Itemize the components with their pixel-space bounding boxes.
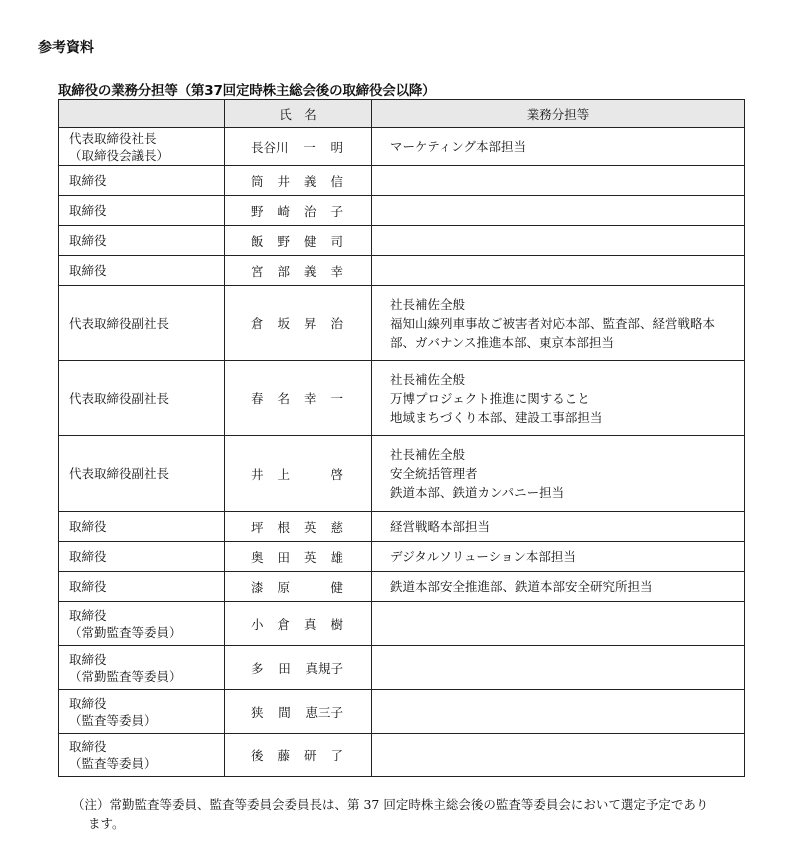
table-row [59, 128, 745, 166]
name-part: 間 [278, 704, 291, 720]
duty-line: マーケティング本部担当 [390, 139, 527, 154]
position-cell [59, 690, 225, 734]
position-title: 取締役 [69, 233, 107, 248]
name-part: 昇 [303, 316, 317, 331]
position-cell [59, 166, 225, 196]
position-cell [59, 128, 225, 166]
name-part: 幸 [303, 391, 317, 406]
name-part: 英 [303, 519, 317, 535]
director-name [251, 314, 343, 332]
position-cell [59, 602, 225, 646]
name-part: 真 [303, 616, 317, 632]
name-part: 一 [303, 139, 316, 155]
name-part: 真規子 [305, 660, 343, 676]
director-name [251, 202, 343, 220]
name-cell [225, 286, 372, 361]
position-cell [59, 226, 225, 256]
director-name [251, 518, 343, 536]
duties-cell [372, 226, 745, 256]
duty-line: 鉄道本部安全推進部、鉄道本部安全研究所担当 [390, 579, 653, 594]
name-part: 倉 [251, 316, 264, 331]
duties-cell [372, 512, 745, 542]
duty-line: デジタルソリューション本部担当 [390, 549, 576, 564]
position-cell [59, 542, 225, 572]
name-part: 恵三子 [305, 704, 343, 720]
header-position [59, 100, 225, 128]
name-part: 啓 [330, 466, 343, 482]
name-part: 雄 [330, 549, 343, 565]
name-part: 春 [251, 391, 264, 406]
duties-cell [372, 361, 745, 436]
name-cell [225, 572, 372, 602]
table-row [59, 166, 745, 196]
name-part: 井 [277, 173, 290, 189]
name-part: 坂 [277, 316, 290, 331]
table-row [59, 196, 745, 226]
duty-line: 安全統括管理者 [390, 466, 478, 481]
position-cell [59, 646, 225, 690]
name-part: 田 [278, 660, 291, 676]
name-cell [225, 734, 372, 777]
position-cell [59, 256, 225, 286]
table-row [59, 572, 745, 602]
position-subtitle: （監査等委員） [69, 756, 157, 771]
position-title: 取締役 [69, 203, 107, 218]
name-part: 後 [251, 748, 264, 763]
name-cell [225, 512, 372, 542]
name-part [304, 578, 317, 596]
duties-cell [372, 572, 745, 602]
position-title: 取締役 [69, 579, 107, 594]
name-part: 名 [277, 391, 290, 406]
name-part: 多 [251, 660, 264, 676]
table-row [59, 436, 745, 512]
name-part: 樹 [330, 616, 343, 632]
position-title: 取締役 [69, 739, 107, 754]
duty-line: 地域まちづくり本部、建設工事部担当 [390, 409, 603, 425]
name-part: 田 [277, 549, 290, 565]
name-cell [225, 542, 372, 572]
position-title: 取締役 [69, 651, 107, 667]
position-subtitle: （監査等委員） [69, 712, 157, 728]
name-part: 信 [330, 173, 343, 189]
director-name [251, 262, 343, 280]
position-cell [59, 734, 225, 777]
director-name [251, 578, 343, 596]
duty-line: 鉄道本部、鉄道カンパニー担当 [390, 485, 565, 500]
name-part: 坪 [251, 519, 264, 535]
position-title: 取締役 [69, 695, 107, 711]
duties-cell [372, 436, 745, 512]
name-cell [225, 128, 372, 166]
name-part: 明 [330, 139, 343, 155]
table-row [59, 734, 745, 777]
duty-line: 社長補佐全般 [390, 296, 466, 312]
footnote-line-1: （注）常勤監査等委員、監査等委員会委員長は、第 37 回定時株主総会後の監査等委員会において選定予定であり [72, 797, 709, 812]
name-part: 漆 [251, 579, 264, 595]
position-title: 取締役 [69, 607, 107, 623]
name-part: 野 [277, 233, 290, 249]
duty-line: 社長補佐全般 [390, 371, 466, 387]
director-duties-table [58, 99, 745, 777]
name-part: 飯 [251, 233, 264, 249]
director-name [251, 232, 343, 250]
name-part: 治 [303, 203, 317, 219]
name-part: 英 [303, 549, 317, 565]
duties-cell [372, 734, 745, 777]
director-name [251, 703, 343, 721]
director-name [251, 389, 343, 407]
table-row [59, 542, 745, 572]
duties-cell [372, 602, 745, 646]
name-part: 狭 [251, 704, 264, 720]
duty-line: 社長補佐全般 [390, 447, 466, 462]
duty-line: 万博プロジェクト推進に関すること [390, 390, 590, 406]
name-part: 崎 [277, 203, 290, 219]
director-name [251, 172, 343, 190]
director-name [251, 138, 343, 156]
position-title: 取締役 [69, 173, 107, 188]
name-part: 義 [303, 263, 317, 279]
header-duties: 業務分担等 [372, 100, 745, 128]
table-row [59, 361, 745, 436]
name-cell [225, 166, 372, 196]
director-name [251, 659, 343, 677]
position-title: 取締役 [69, 263, 107, 278]
position-subtitle: （常勤監査等委員） [69, 624, 182, 640]
name-part: 治 [330, 316, 343, 331]
name-part: 子 [330, 203, 343, 219]
name-part: 筒 [251, 173, 264, 189]
table-row [59, 226, 745, 256]
name-cell [225, 361, 372, 436]
duties-cell [372, 196, 745, 226]
position-cell [59, 361, 225, 436]
name-part: 慈 [330, 519, 343, 535]
duty-line: 福知山線列車事故ご被害者対応本部、監査部、経営戦略本 [390, 315, 716, 331]
name-part: 宮 [251, 263, 264, 279]
position-title: 取締役 [69, 519, 107, 534]
name-part: 部 [277, 263, 290, 279]
name-cell [225, 196, 372, 226]
duties-cell [372, 256, 745, 286]
name-part: 根 [277, 519, 290, 535]
name-part: 奥 [251, 549, 264, 565]
name-cell [225, 256, 372, 286]
name-part: 藤 [277, 748, 290, 763]
footnote [74, 795, 750, 833]
duty-line: 部、ガバナンス推進本部、東京本部担当 [390, 334, 615, 350]
name-cell [225, 690, 372, 734]
name-cell [225, 646, 372, 690]
name-cell [225, 436, 372, 512]
name-part: 義 [303, 173, 317, 189]
position-title: 代表取締役副社長 [69, 466, 170, 481]
name-part: 了 [330, 748, 343, 763]
director-name [251, 548, 343, 566]
name-part: 一 [330, 391, 343, 406]
name-part: 野 [251, 203, 264, 219]
duties-cell [372, 128, 745, 166]
name-part [304, 465, 317, 483]
position-cell [59, 512, 225, 542]
name-cell [225, 602, 372, 646]
header-name: 氏 名 [225, 100, 372, 128]
name-part: 幸 [330, 263, 343, 279]
name-cell [225, 226, 372, 256]
name-part: 倉 [277, 616, 290, 632]
name-part: 長谷川 [251, 139, 289, 155]
table-row [59, 286, 745, 361]
position-title: 代表取締役社長 [69, 130, 157, 146]
table-header-row [59, 100, 745, 128]
position-cell [59, 436, 225, 512]
position-cell [59, 572, 225, 602]
name-part: 原 [277, 579, 291, 595]
duties-cell [372, 286, 745, 361]
name-part: 司 [330, 233, 343, 249]
footnote-line-2: ます。 [88, 816, 125, 831]
position-title: 取締役 [69, 549, 107, 564]
name-part: 健 [330, 579, 343, 595]
duties-cell [372, 166, 745, 196]
name-part: 研 [303, 748, 317, 763]
position-title: 代表取締役副社長 [69, 390, 170, 406]
table-row [59, 602, 745, 646]
position-subtitle: （取締役会議長） [69, 147, 170, 163]
director-name [251, 746, 343, 764]
name-part: 上 [277, 466, 291, 482]
position-title: 代表取締役副社長 [69, 315, 170, 331]
table-row [59, 690, 745, 734]
duties-cell [372, 690, 745, 734]
document-label: 参考資料 [38, 40, 94, 56]
name-part: 健 [303, 233, 317, 249]
director-name [251, 465, 343, 483]
director-name [251, 615, 343, 633]
name-part: 小 [251, 616, 264, 632]
duty-line: 経営戦略本部担当 [390, 519, 491, 534]
table-row [59, 512, 745, 542]
table-row [59, 646, 745, 690]
table-title: 取締役の業務分担等（第37回定時株主総会後の取締役会以降） [58, 83, 436, 99]
table-row [59, 256, 745, 286]
position-cell [59, 196, 225, 226]
position-cell [59, 286, 225, 361]
duties-cell [372, 646, 745, 690]
position-subtitle: （常勤監査等委員） [69, 668, 182, 684]
duties-cell [372, 542, 745, 572]
name-part: 井 [251, 466, 264, 482]
